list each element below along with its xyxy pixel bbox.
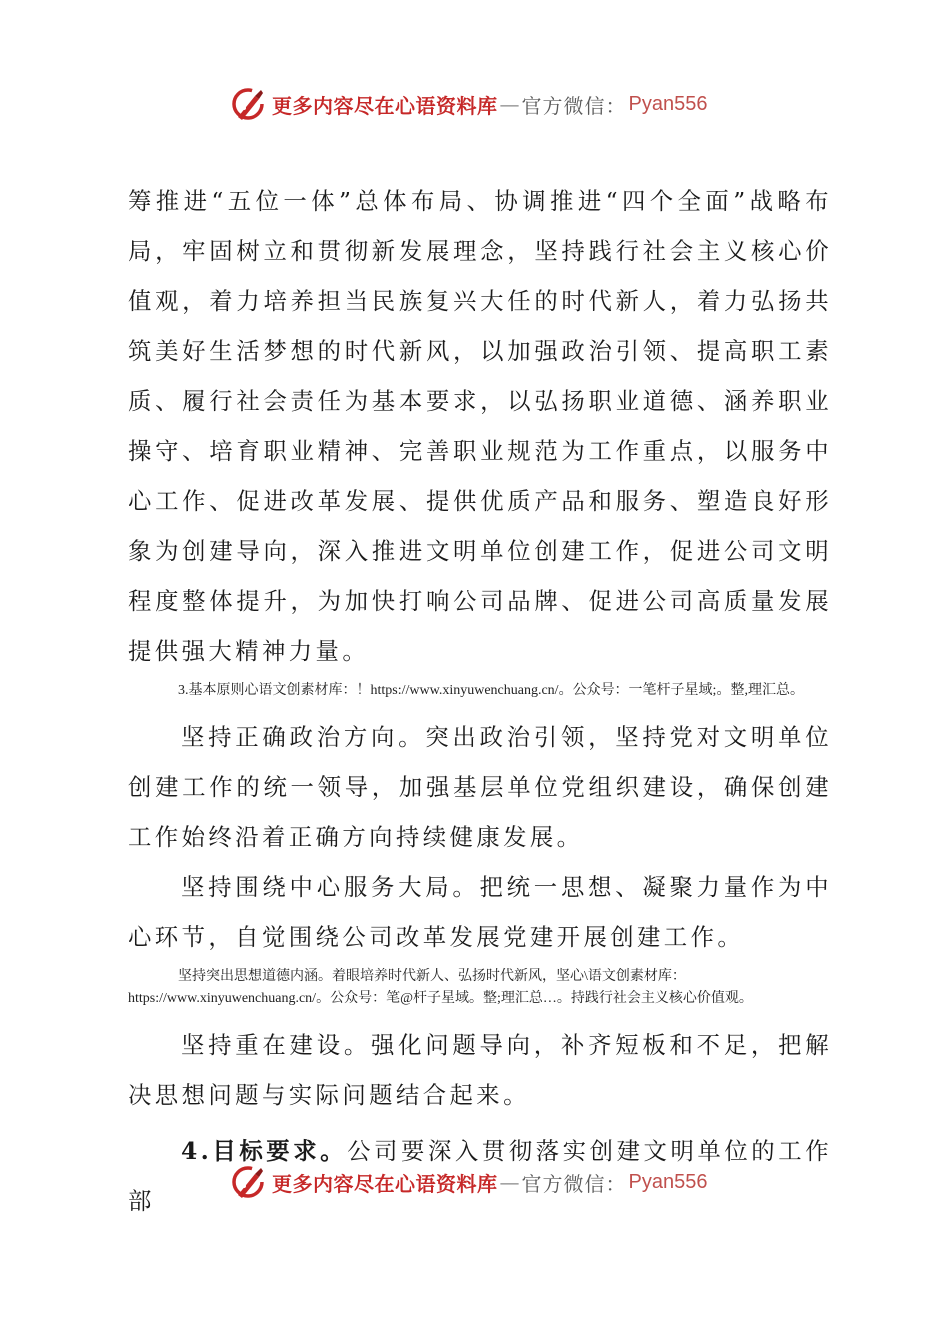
paragraph-3: 坚持围绕中心服务大局。把统一思想、凝聚力量作为中心环节，自觉围绕公司改革发展党建开展创建工作。 xyxy=(128,873,832,951)
footer-wechat-label: 官方微信： xyxy=(521,1171,627,1196)
footer-title: 更多内容尽在心语资料库 xyxy=(272,1171,498,1196)
header-banner xyxy=(228,82,748,126)
header-wechat-label: 官方微信： xyxy=(521,93,627,118)
header-wechat-id: Pyan556 xyxy=(628,92,708,115)
paragraph-2: 坚持正确政治方向。突出政治引领，坚持党对文明单位创建工作的统一领导，加强基层单位党组织建设，确保创建工作始终沿着正确方向持续健康发展。 xyxy=(128,723,832,851)
header-title: 更多内容尽在心语资料库 xyxy=(272,93,498,118)
pen-logo-icon xyxy=(228,1162,268,1202)
paragraph-1: 筹推进“五位一体”总体布局、协调推进“四个全面”战略布局，牢固树立和贯彻新发展理念，坚持践行社会主义核心价值观，着力培养担当民族复兴大任的时代新人，着力弘扬共筑美好生活梦想的时代新风，以加强政治引领、提高职工素质、履行社会责任为基本要求，以弘扬职业道德、涵养职业操守、培育职业精神、完善职业规范为工作重点，以服务中心工作、促进改革发展、提供优质产品和服务、塑造良好形象为创建导向，深入推进文明单位创建工作，促进公司文明程度整体提升，为加快打响公司品牌、促进公司高质量发展提供强大精神力量。 xyxy=(128,187,832,665)
header-dash: — xyxy=(499,92,520,116)
footer-banner xyxy=(228,1160,748,1204)
section-heading: 4.目标要求。 xyxy=(181,1137,348,1165)
pen-logo-icon xyxy=(228,84,268,124)
footer-wechat-id: Pyan556 xyxy=(628,1170,708,1193)
paragraph-5-text: 公司要深入贯彻落实创建文明单位的工作部 xyxy=(128,1137,832,1215)
note-2: 坚持突出思想道德内涵。着眼培养时代新人、弘扬时代新风，坚心\语文创素材库：https://www.xinyuwenchuang.cn/。公众号：笔@杆子星域。整;理汇总…。持践行社会主义核心价值观。 xyxy=(128,969,753,1006)
note-1: 3.基本原则心语文创素材库：！https://www.xinyuwenchuang.cn/。公众号：一笔杆子星域;。整,理汇总。 xyxy=(178,683,804,698)
document-body xyxy=(128,176,832,1226)
footer-dash: — xyxy=(499,1170,520,1194)
paragraph-4: 坚持重在建设。强化问题导向，补齐短板和不足，把解决思想问题与实际问题结合起来。 xyxy=(128,1031,832,1109)
